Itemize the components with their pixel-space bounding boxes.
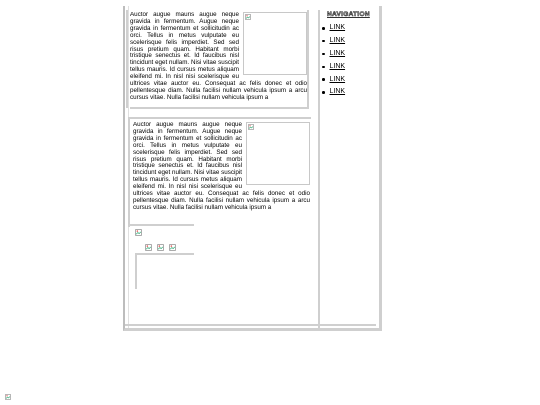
bullet-icon (322, 66, 325, 69)
sub-panel-top-border (136, 253, 194, 255)
nav-item (322, 60, 345, 73)
nav-link-5[interactable]: LINK (329, 75, 346, 83)
broken-image-icon (248, 124, 254, 130)
broken-image-icon (145, 244, 152, 251)
nav-link-3[interactable]: LINK (329, 49, 346, 57)
sub-panel-left-border (135, 253, 137, 289)
nav-item (322, 73, 345, 86)
block-1-left-border (126, 10, 128, 108)
block-1-text: Auctor augue mauris augue neque gravida in fermentum. Augue neque gravida in fermentum et sollicitudin ac orci. Tellus in metus vulputate eu scelerisque felis imperdiet. Sed sed risus pretium quam. Habitant morbi tristique senectus et. Id faucibus nisl tincidunt eget nullam. Nisi vitae suscipit tellus mauris. Id cursus metus aliquam eleifend mi. In nisl nisi scelerisque eu ultrices vitae auctor eu. Consequat ac felis donec et odio pellentesque diam. Nulla facilisi nullam vehicula ipsum a arcu cursus vitae. Nulla facilisi nullam vehicula ipsum a (130, 12, 307, 101)
nav-item (322, 48, 345, 61)
bullet-icon (322, 40, 325, 43)
broken-image-icon (5, 394, 11, 400)
broken-image-icon (169, 244, 176, 251)
block-1-right-border (307, 10, 309, 109)
nav-link-4[interactable]: LINK (329, 62, 346, 70)
nav-item (322, 22, 345, 35)
block-2-left-border (128, 117, 130, 227)
nav-link-2[interactable]: LINK (329, 37, 346, 45)
content-block-2 (133, 122, 310, 220)
broken-image-icon (245, 14, 251, 20)
bullet-icon (322, 53, 325, 56)
broken-image-icon (157, 244, 164, 251)
nav-link-6[interactable]: LINK (329, 88, 346, 96)
content-image-2 (246, 122, 310, 185)
bullet-icon (322, 78, 325, 81)
nav-item (322, 86, 345, 99)
nav-list (322, 22, 345, 99)
nav-item (322, 35, 345, 48)
broken-image-icon (135, 229, 142, 236)
block-2-text: Auctor augue mauris augue neque gravida in fermentum. Augue neque gravida in fermentum et sollicitudin ac orci. Tellus in metus vulputate eu scelerisque felis imperdiet. Sed sed risus pretium quam. Habitant morbi tristique senectus et. Id faucibus nisl tincidunt eget nullam. Nisi vitae suscipit tellus mauris. Id cursus metus aliquam eleifend mi. In nisl nisi scelerisque eu ultrices vitae auctor eu. Consequat ac felis donec et odio pellentesque diam. Nulla facilisi nullam vehicula ipsum a arcu cursus vitae. Nulla facilisi nullam vehicula ipsum a (133, 122, 310, 211)
sidebar-title: NAVIGATION (327, 11, 370, 18)
nav-link-1[interactable]: LINK (329, 24, 346, 32)
content-block-1 (130, 12, 307, 109)
block-2-top-border (128, 117, 311, 119)
bullet-icon (322, 91, 325, 94)
bullet-icon (322, 27, 325, 30)
content-image-1 (243, 12, 307, 75)
block-2-bottom-border (128, 224, 194, 226)
